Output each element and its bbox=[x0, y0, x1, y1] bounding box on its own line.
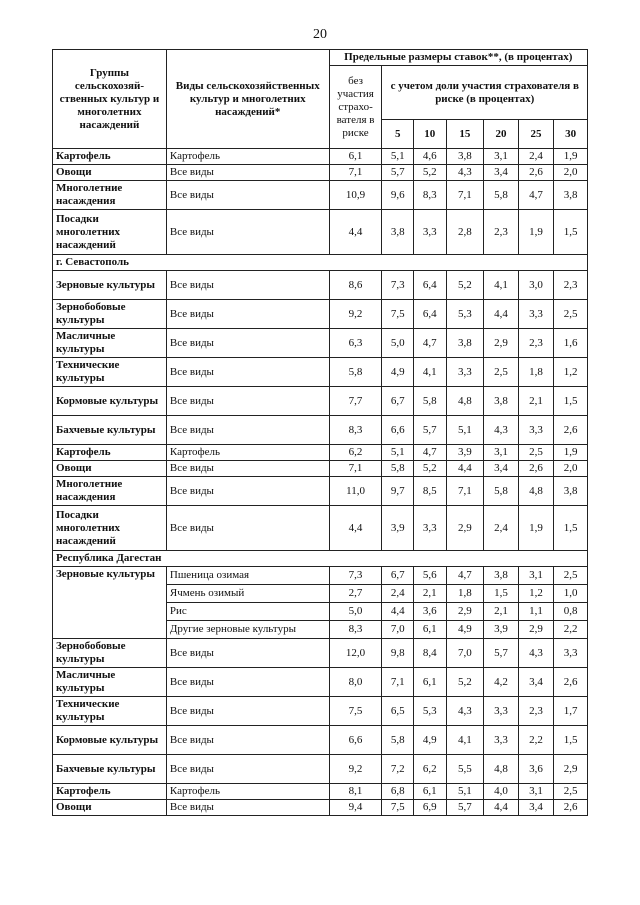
rate-share-15: 4,8 bbox=[446, 387, 484, 416]
rate-share-10: 8,3 bbox=[414, 181, 447, 210]
rate-share-25: 1,1 bbox=[518, 603, 554, 621]
rate-share-25: 3,6 bbox=[518, 755, 554, 784]
rate-share-15: 3,8 bbox=[446, 149, 484, 165]
rate-share-20: 2,1 bbox=[484, 603, 519, 621]
rate-no-share: 7,3 bbox=[329, 567, 382, 585]
rate-share-25: 2,3 bbox=[518, 697, 554, 726]
rate-share-30: 2,6 bbox=[554, 416, 588, 445]
table-row bbox=[53, 271, 588, 300]
rate-share-5: 5,8 bbox=[382, 461, 414, 477]
table-row bbox=[53, 668, 588, 697]
table-row bbox=[53, 697, 588, 726]
rate-share-25: 4,8 bbox=[518, 477, 554, 506]
rate-share-5: 6,7 bbox=[382, 567, 414, 585]
rate-share-10: 5,2 bbox=[414, 461, 447, 477]
rate-share-10: 6,1 bbox=[414, 784, 447, 800]
rate-share-30: 2,6 bbox=[554, 800, 588, 816]
header-share-30: 30 bbox=[554, 120, 588, 149]
crop-group: Картофель bbox=[53, 445, 167, 461]
crop-kind: Все виды bbox=[166, 358, 329, 387]
rate-share-30: 2,2 bbox=[554, 621, 588, 639]
rate-no-share: 6,3 bbox=[329, 329, 382, 358]
rate-share-25: 2,3 bbox=[518, 329, 554, 358]
crop-group: Посадки многолетних насаждений bbox=[53, 506, 167, 551]
rate-share-20: 5,7 bbox=[484, 639, 519, 668]
rate-share-30: 1,9 bbox=[554, 149, 588, 165]
rate-share-5: 7,5 bbox=[382, 800, 414, 816]
rate-share-15: 4,9 bbox=[446, 621, 484, 639]
rate-share-5: 4,4 bbox=[382, 603, 414, 621]
rate-share-30: 2,3 bbox=[554, 271, 588, 300]
rate-share-15: 7,1 bbox=[446, 181, 484, 210]
crop-kind: Все виды bbox=[166, 387, 329, 416]
crop-kind: Все виды bbox=[166, 477, 329, 506]
crop-group: Зерновые культуры bbox=[53, 567, 167, 639]
crop-kind: Другие зерновые культуры bbox=[166, 621, 329, 639]
rate-share-5: 6,6 bbox=[382, 416, 414, 445]
rate-share-30: 1,7 bbox=[554, 697, 588, 726]
header-kind: Виды сельскохозяйственных культур и многолетних насаждений* bbox=[166, 50, 329, 149]
crop-kind: Все виды bbox=[166, 165, 329, 181]
rate-share-25: 1,8 bbox=[518, 358, 554, 387]
page-number: 20 bbox=[313, 27, 327, 42]
rate-share-5: 3,8 bbox=[382, 210, 414, 255]
crop-group: Зернобобовые культуры bbox=[53, 639, 167, 668]
crop-group: Многолетние насаждения bbox=[53, 181, 167, 210]
rate-share-5: 7,2 bbox=[382, 755, 414, 784]
header-limits: Предельные размеры ставок**, (в процентах) bbox=[329, 50, 587, 66]
rate-no-share: 12,0 bbox=[329, 639, 382, 668]
crop-kind: Все виды bbox=[166, 210, 329, 255]
rate-share-20: 2,5 bbox=[484, 358, 519, 387]
rate-share-30: 2,5 bbox=[554, 784, 588, 800]
rate-share-20: 2,4 bbox=[484, 506, 519, 551]
rate-share-5: 7,3 bbox=[382, 271, 414, 300]
rate-share-10: 4,7 bbox=[414, 445, 447, 461]
rate-share-5: 4,9 bbox=[382, 358, 414, 387]
rate-share-25: 3,1 bbox=[518, 567, 554, 585]
table-row bbox=[53, 416, 588, 445]
rate-share-25: 4,3 bbox=[518, 639, 554, 668]
crop-kind: Все виды bbox=[166, 416, 329, 445]
crop-group: Технические культуры bbox=[53, 358, 167, 387]
header-share-10: 10 bbox=[414, 120, 447, 149]
header-group: Группы сельскохозяй-ственных культур и многолетних насаждений bbox=[53, 50, 167, 149]
rate-share-20: 2,3 bbox=[484, 210, 519, 255]
rate-no-share: 7,5 bbox=[329, 697, 382, 726]
rate-share-5: 9,6 bbox=[382, 181, 414, 210]
table-row bbox=[53, 329, 588, 358]
rate-share-30: 1,2 bbox=[554, 358, 588, 387]
crop-kind: Все виды bbox=[166, 329, 329, 358]
rate-share-10: 3,3 bbox=[414, 210, 447, 255]
crop-group: Масличные культуры bbox=[53, 329, 167, 358]
rate-share-15: 4,3 bbox=[446, 165, 484, 181]
rate-share-20: 4,8 bbox=[484, 755, 519, 784]
rate-share-20: 4,0 bbox=[484, 784, 519, 800]
rate-share-10: 8,4 bbox=[414, 639, 447, 668]
table-header bbox=[53, 50, 588, 149]
rate-share-20: 4,1 bbox=[484, 271, 519, 300]
rate-share-10: 6,4 bbox=[414, 300, 447, 329]
rate-no-share: 8,6 bbox=[329, 271, 382, 300]
table-body bbox=[53, 149, 588, 816]
table-row bbox=[53, 800, 588, 816]
rate-share-5: 7,1 bbox=[382, 668, 414, 697]
table-row bbox=[53, 755, 588, 784]
crop-group: Овощи bbox=[53, 461, 167, 477]
header-share-20: 20 bbox=[484, 120, 519, 149]
rate-share-10: 5,2 bbox=[414, 165, 447, 181]
crop-group: Овощи bbox=[53, 165, 167, 181]
rate-share-25: 3,3 bbox=[518, 300, 554, 329]
table-row bbox=[53, 477, 588, 506]
rate-share-30: 1,0 bbox=[554, 585, 588, 603]
rate-share-25: 2,2 bbox=[518, 726, 554, 755]
rate-share-30: 2,5 bbox=[554, 300, 588, 329]
header-share: с учетом доли участия страхователя в риске (в процентах) bbox=[382, 66, 588, 120]
rate-share-20: 2,9 bbox=[484, 329, 519, 358]
rate-no-share: 10,9 bbox=[329, 181, 382, 210]
rate-share-30: 3,3 bbox=[554, 639, 588, 668]
rate-share-20: 3,8 bbox=[484, 567, 519, 585]
crop-kind: Все виды bbox=[166, 271, 329, 300]
crop-kind: Все виды bbox=[166, 461, 329, 477]
table-row bbox=[53, 149, 588, 165]
rate-share-20: 3,3 bbox=[484, 697, 519, 726]
rate-share-25: 3,4 bbox=[518, 668, 554, 697]
rate-share-5: 9,7 bbox=[382, 477, 414, 506]
rate-no-share: 9,2 bbox=[329, 755, 382, 784]
table-row bbox=[53, 445, 588, 461]
rate-no-share: 9,4 bbox=[329, 800, 382, 816]
header-share-5: 5 bbox=[382, 120, 414, 149]
rate-share-20: 4,4 bbox=[484, 300, 519, 329]
crop-kind: Все виды bbox=[166, 800, 329, 816]
rate-share-10: 5,7 bbox=[414, 416, 447, 445]
crop-group: Бахчевые культуры bbox=[53, 755, 167, 784]
rate-share-20: 3,1 bbox=[484, 149, 519, 165]
rate-share-5: 5,7 bbox=[382, 165, 414, 181]
rate-share-30: 2,0 bbox=[554, 165, 588, 181]
header-no-share: без участия страхо-вателя в риске bbox=[329, 66, 382, 149]
rate-share-15: 5,1 bbox=[446, 784, 484, 800]
table-row bbox=[53, 300, 588, 329]
rate-share-15: 4,7 bbox=[446, 567, 484, 585]
rate-share-10: 3,6 bbox=[414, 603, 447, 621]
table-row bbox=[53, 639, 588, 668]
rate-share-10: 2,1 bbox=[414, 585, 447, 603]
table-row bbox=[53, 506, 588, 551]
rate-share-10: 5,3 bbox=[414, 697, 447, 726]
rate-share-30: 0,8 bbox=[554, 603, 588, 621]
rate-no-share: 5,8 bbox=[329, 358, 382, 387]
rate-no-share: 8,1 bbox=[329, 784, 382, 800]
rate-share-30: 1,5 bbox=[554, 506, 588, 551]
rate-no-share: 8,3 bbox=[329, 621, 382, 639]
rate-share-5: 9,8 bbox=[382, 639, 414, 668]
rate-share-10: 6,1 bbox=[414, 668, 447, 697]
rate-share-15: 4,1 bbox=[446, 726, 484, 755]
table-row bbox=[53, 210, 588, 255]
crop-group: Зернобобовые культуры bbox=[53, 300, 167, 329]
rate-share-15: 5,5 bbox=[446, 755, 484, 784]
rate-share-10: 6,4 bbox=[414, 271, 447, 300]
rate-share-20: 1,5 bbox=[484, 585, 519, 603]
crop-kind: Все виды bbox=[166, 506, 329, 551]
region-row bbox=[53, 551, 588, 567]
table-row bbox=[53, 165, 588, 181]
rate-share-15: 1,8 bbox=[446, 585, 484, 603]
crop-kind: Картофель bbox=[166, 784, 329, 800]
rate-share-20: 3,4 bbox=[484, 165, 519, 181]
crop-group: Овощи bbox=[53, 800, 167, 816]
region-title: г. Севастополь bbox=[53, 255, 588, 271]
rate-share-25: 2,4 bbox=[518, 149, 554, 165]
rate-share-5: 6,7 bbox=[382, 387, 414, 416]
rate-share-5: 5,1 bbox=[382, 445, 414, 461]
crop-group: Технические культуры bbox=[53, 697, 167, 726]
rate-share-20: 4,4 bbox=[484, 800, 519, 816]
rate-share-30: 1,5 bbox=[554, 210, 588, 255]
rate-share-20: 3,8 bbox=[484, 387, 519, 416]
rate-share-30: 2,6 bbox=[554, 668, 588, 697]
table-row bbox=[53, 387, 588, 416]
rate-share-5: 5,1 bbox=[382, 149, 414, 165]
rate-share-20: 5,8 bbox=[484, 181, 519, 210]
rate-share-25: 3,1 bbox=[518, 784, 554, 800]
rate-share-25: 4,7 bbox=[518, 181, 554, 210]
table-row bbox=[53, 784, 588, 800]
rate-share-5: 7,0 bbox=[382, 621, 414, 639]
rate-share-10: 3,3 bbox=[414, 506, 447, 551]
crop-group: Зерновые культуры bbox=[53, 271, 167, 300]
rate-share-15: 5,2 bbox=[446, 271, 484, 300]
header-share-25: 25 bbox=[518, 120, 554, 149]
crop-kind: Все виды bbox=[166, 755, 329, 784]
rate-share-15: 5,3 bbox=[446, 300, 484, 329]
rate-no-share: 2,7 bbox=[329, 585, 382, 603]
rate-share-25: 3,3 bbox=[518, 416, 554, 445]
rate-share-25: 1,9 bbox=[518, 506, 554, 551]
rate-share-15: 2,8 bbox=[446, 210, 484, 255]
rate-share-25: 2,5 bbox=[518, 445, 554, 461]
rate-share-10: 4,1 bbox=[414, 358, 447, 387]
crop-kind: Картофель bbox=[166, 445, 329, 461]
rate-share-20: 4,2 bbox=[484, 668, 519, 697]
table-row bbox=[53, 181, 588, 210]
header-share-15: 15 bbox=[446, 120, 484, 149]
rate-share-15: 7,1 bbox=[446, 477, 484, 506]
rate-share-25: 2,1 bbox=[518, 387, 554, 416]
rate-share-20: 3,9 bbox=[484, 621, 519, 639]
rate-no-share: 4,4 bbox=[329, 506, 382, 551]
rate-share-30: 2,9 bbox=[554, 755, 588, 784]
rate-share-15: 3,8 bbox=[446, 329, 484, 358]
rate-share-30: 1,9 bbox=[554, 445, 588, 461]
rate-share-30: 2,5 bbox=[554, 567, 588, 585]
crop-kind: Ячмень озимый bbox=[166, 585, 329, 603]
rate-share-30: 3,8 bbox=[554, 477, 588, 506]
rate-share-10: 5,6 bbox=[414, 567, 447, 585]
rate-share-10: 6,1 bbox=[414, 621, 447, 639]
rate-share-5: 5,0 bbox=[382, 329, 414, 358]
rate-share-10: 6,9 bbox=[414, 800, 447, 816]
table-row bbox=[53, 358, 588, 387]
crop-kind: Все виды bbox=[166, 300, 329, 329]
rate-share-25: 2,6 bbox=[518, 165, 554, 181]
region-row bbox=[53, 255, 588, 271]
crop-group: Кормовые культуры bbox=[53, 726, 167, 755]
rate-share-10: 4,7 bbox=[414, 329, 447, 358]
rate-share-15: 2,9 bbox=[446, 603, 484, 621]
rate-share-15: 7,0 bbox=[446, 639, 484, 668]
rate-share-15: 4,3 bbox=[446, 697, 484, 726]
rate-share-5: 7,5 bbox=[382, 300, 414, 329]
crop-kind: Все виды bbox=[166, 668, 329, 697]
rate-no-share: 11,0 bbox=[329, 477, 382, 506]
crop-kind: Все виды bbox=[166, 697, 329, 726]
rate-no-share: 9,2 bbox=[329, 300, 382, 329]
rate-share-30: 1,5 bbox=[554, 387, 588, 416]
rate-no-share: 6,6 bbox=[329, 726, 382, 755]
rates-table bbox=[52, 49, 588, 816]
rate-share-30: 2,0 bbox=[554, 461, 588, 477]
rate-share-25: 3,0 bbox=[518, 271, 554, 300]
rate-share-20: 3,3 bbox=[484, 726, 519, 755]
rate-share-5: 6,5 bbox=[382, 697, 414, 726]
rate-share-10: 6,2 bbox=[414, 755, 447, 784]
crop-group: Посадки многолетних насаждений bbox=[53, 210, 167, 255]
rate-share-5: 6,8 bbox=[382, 784, 414, 800]
rate-share-10: 4,9 bbox=[414, 726, 447, 755]
crop-kind: Все виды bbox=[166, 639, 329, 668]
rate-no-share: 7,7 bbox=[329, 387, 382, 416]
rate-share-15: 5,7 bbox=[446, 800, 484, 816]
crop-group: Бахчевые культуры bbox=[53, 416, 167, 445]
rate-no-share: 4,4 bbox=[329, 210, 382, 255]
rate-no-share: 8,0 bbox=[329, 668, 382, 697]
rate-share-15: 2,9 bbox=[446, 506, 484, 551]
rate-share-10: 5,8 bbox=[414, 387, 447, 416]
rate-share-30: 3,8 bbox=[554, 181, 588, 210]
region-title: Республика Дагестан bbox=[53, 551, 588, 567]
rate-no-share: 6,2 bbox=[329, 445, 382, 461]
table-row bbox=[53, 461, 588, 477]
crop-group: Масличные культуры bbox=[53, 668, 167, 697]
rate-share-25: 2,9 bbox=[518, 621, 554, 639]
crop-group: Многолетние насаждения bbox=[53, 477, 167, 506]
rate-share-15: 5,1 bbox=[446, 416, 484, 445]
crop-kind: Рис bbox=[166, 603, 329, 621]
crop-group: Кормовые культуры bbox=[53, 387, 167, 416]
crop-group: Картофель bbox=[53, 784, 167, 800]
rate-share-5: 5,8 bbox=[382, 726, 414, 755]
rate-share-25: 2,6 bbox=[518, 461, 554, 477]
rate-share-20: 3,1 bbox=[484, 445, 519, 461]
rate-no-share: 7,1 bbox=[329, 461, 382, 477]
rate-share-5: 3,9 bbox=[382, 506, 414, 551]
rate-share-20: 5,8 bbox=[484, 477, 519, 506]
rate-no-share: 8,3 bbox=[329, 416, 382, 445]
rate-share-15: 3,9 bbox=[446, 445, 484, 461]
rate-share-5: 2,4 bbox=[382, 585, 414, 603]
rate-no-share: 7,1 bbox=[329, 165, 382, 181]
rate-share-25: 1,9 bbox=[518, 210, 554, 255]
table-row bbox=[53, 726, 588, 755]
rate-share-10: 4,6 bbox=[414, 149, 447, 165]
crop-kind: Все виды bbox=[166, 726, 329, 755]
table-row bbox=[53, 567, 588, 585]
rate-share-20: 3,4 bbox=[484, 461, 519, 477]
rate-share-20: 4,3 bbox=[484, 416, 519, 445]
crop-group: Картофель bbox=[53, 149, 167, 165]
rate-share-15: 5,2 bbox=[446, 668, 484, 697]
crop-kind: Пшеница озимая bbox=[166, 567, 329, 585]
rate-share-25: 1,2 bbox=[518, 585, 554, 603]
rate-no-share: 5,0 bbox=[329, 603, 382, 621]
rate-share-15: 3,3 bbox=[446, 358, 484, 387]
crop-kind: Картофель bbox=[166, 149, 329, 165]
rate-share-25: 3,4 bbox=[518, 800, 554, 816]
crop-kind: Все виды bbox=[166, 181, 329, 210]
rate-share-15: 4,4 bbox=[446, 461, 484, 477]
rate-share-30: 1,6 bbox=[554, 329, 588, 358]
rate-no-share: 6,1 bbox=[329, 149, 382, 165]
rate-share-30: 1,5 bbox=[554, 726, 588, 755]
rate-share-10: 8,5 bbox=[414, 477, 447, 506]
